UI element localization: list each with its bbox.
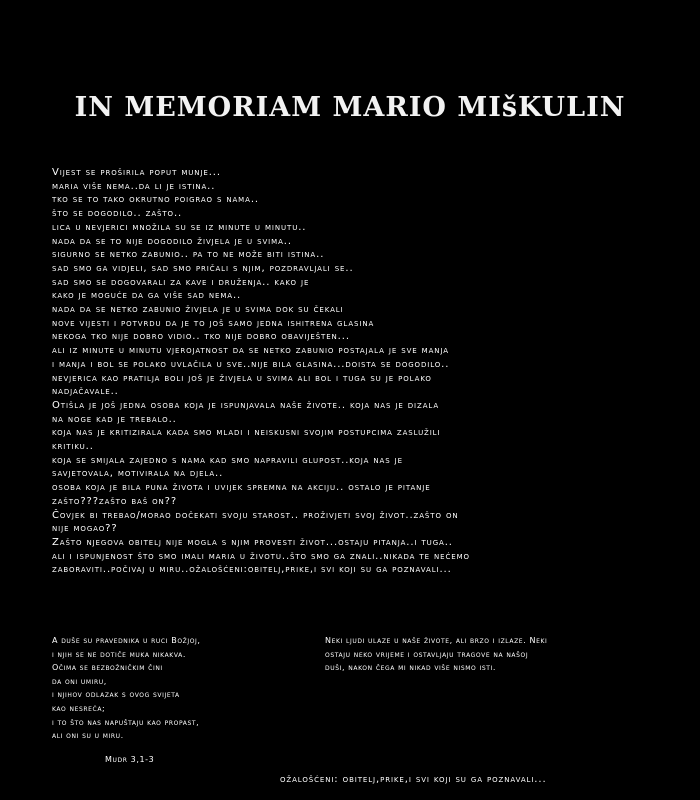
verse-line: kao nesreća;: [52, 703, 106, 713]
tribute-line: ali iz minute u minutu vjerojatnost da se netko zabunio postajala je sve manja: [52, 345, 449, 357]
tribute-line: lica u nevjerici množila su se iz minute u minutu..: [52, 221, 307, 233]
tribute-line: koja nas je kritizirala kada smo mladi i neiskusni svojim postupcima zaslužili: [52, 427, 441, 439]
tribute-line: što se dogodilo.. zašto..: [52, 208, 183, 220]
verse-line: ali oni su u miru.: [52, 731, 124, 741]
verse-line: Očima se bezbožničkim čini: [52, 663, 163, 673]
tribute-line: nadjačavale..: [52, 386, 119, 398]
tribute-line: sad smo se dogovarali za kave i druženja.. kako je: [52, 276, 310, 288]
tribute-line: Otišla je još jedna osoba koja je ispunjavala naše živote.. koja nas je dizala: [52, 399, 440, 411]
tribute-line: maria više nema..da li je istina..: [52, 180, 216, 192]
tribute-line: koja se smijala zajedno s nama kad smo napravili glupost..koja nas je: [52, 454, 403, 466]
bible-verse: [52, 634, 302, 743]
quote-line: ostaju neko vrijeme i ostavljaju tragove na našoj: [325, 649, 529, 659]
tribute-line: kako je moguće da ga više sad nema..: [52, 290, 242, 302]
verse-line: da oni umiru,: [52, 676, 107, 686]
verse-line: i njihov odlazak s ovog svijeta: [52, 690, 180, 700]
tribute-line: tko se to tako okrutno poigrao s nama..: [52, 194, 259, 206]
memorial-quote: [325, 634, 675, 675]
tribute-line: nekoga tko nije dobro vidio.. tko nije dobro obaviješten...: [52, 331, 350, 343]
tribute-line: sigurno se netko zabunio.. pa to ne može biti istina..: [52, 249, 325, 261]
verse-line: A duše su pravednika u ruci Božjoj,: [52, 636, 201, 645]
tribute-line: ali i ispunjenost što smo imali maria u životu..što smo ga znali..nikada te nećemo: [52, 550, 470, 562]
tribute-line: kritiku..: [52, 441, 94, 453]
verse-reference: Mudr 3,1-3: [105, 755, 155, 764]
tribute-line: i manja i bol se polako uvlačila u sve..nije bila glasina...doista se dogodilo..: [52, 358, 450, 370]
quote-line: duši, nakon čega mi nikad više nismo isti.: [325, 663, 497, 673]
tribute-line: na noge kad je trebalo..: [52, 413, 177, 425]
tribute-text: [52, 166, 672, 577]
tribute-line: nije mogao??: [52, 523, 118, 535]
quote-line: Neki ljudi ulaze u naše živote, ali brzo i izlaze. Neki: [325, 636, 548, 645]
tribute-line: sad smo ga vidjeli, sad smo pričali s njim, pozdravljali se..: [52, 262, 354, 274]
tribute-line: nove vijesti i potvrdu da je to još samo jedna ishitrena glasina: [52, 317, 375, 329]
tribute-line: savjetovala, motivirala na djela..: [52, 468, 224, 480]
verse-line: i njih se ne dotiče muka nikakva.: [52, 649, 186, 659]
tribute-line: Vijest se proširila poput munje...: [52, 167, 221, 178]
memorial-title: IN MEMORIAM MARIO MIšKULIN: [74, 92, 626, 123]
tribute-line: Čovjek bi trebao/morao dočekati svoju starost.. proživjeti svoj život..zašto on: [52, 509, 459, 521]
tribute-line: nada da se netko zabunio živjela je u svima dok su čekali: [52, 304, 344, 316]
mourners-signature: ožalošćeni: obitelj,prike,i svi koji su ga poznavali...: [280, 774, 547, 785]
tribute-line: nevjerica kao pratilja boli još je živjela u svima ali bol i tuga su je polako: [52, 372, 432, 384]
verse-line: i to što nas napuštaju kao propast,: [52, 717, 200, 727]
tribute-line: zašto???zašto baš on??: [52, 495, 178, 507]
tribute-line: osoba koja je bila puna života i uvijek spremna na akciju.. ostalo je pitanje: [52, 482, 431, 494]
tribute-line: zaboraviti..počivaj u miru..ožalošćeni:obitelj,prike,i svi koji su ga poznavali...: [52, 564, 452, 576]
tribute-line: Zašto njegova obitelj nije mogla s njim provesti život...ostaju pitanja..i tuga..: [52, 536, 453, 548]
tribute-line: nada da se to nije dogodilo živjela je u svima..: [52, 235, 292, 247]
